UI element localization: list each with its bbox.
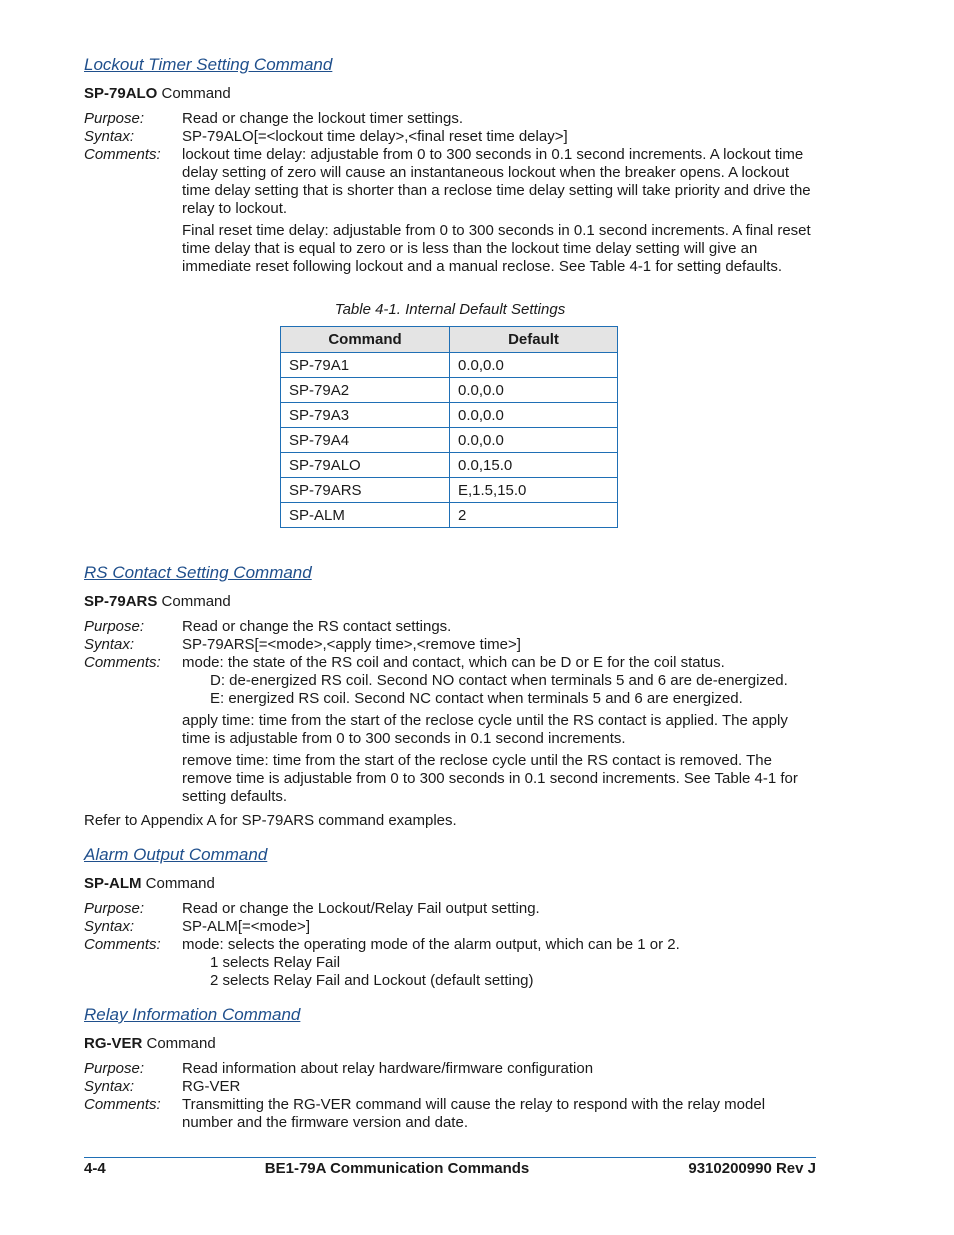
- purpose-row: Purpose: Read or change the Lockout/Relay Fail output setting.: [84, 900, 816, 918]
- syntax-label: Syntax: [84, 1078, 130, 1095]
- remove-time-paragraph: remove time: time from the start of the reclose cycle until the RS contact is removed. The remove time is adjustable from 0 to 300 seconds in 0.1 second increments. See Table 4-1 for setting defaults.: [182, 752, 798, 805]
- comments-paragraph: Final reset time delay: adjustable from 0 to 300 seconds in 0.1 second increments. A final reset time delay that is equal to zero or is less than the lockout time delay setting will give an immediate reset following lockout and a manual reclose. See Table 4-1 for setting defaults.: [182, 222, 811, 275]
- cell-default: 0.0,0.0: [450, 428, 618, 453]
- footer-divider: [84, 1157, 816, 1158]
- cmd-title-relay: [84, 1034, 816, 1054]
- purpose-text: Read or change the RS contact settings.: [182, 618, 452, 635]
- section-alarm: [84, 844, 816, 990]
- section-lockout: [84, 54, 816, 276]
- cmd-title-rs: [84, 592, 816, 612]
- purpose-label: Purpose: [84, 900, 140, 917]
- col-header-command: Command: [281, 327, 450, 353]
- heading-alarm: Alarm Output Command: [84, 845, 268, 864]
- comments-text: lockout time delay: adjustable from 0 to 300 seconds in 0.1 second increments. A lockout time delay setting of zero will cause an instantaneous lockout when the breaker opens. A lockout time delay setting that is shorter than a reclose time delay setting will take priority and drive the relay to lockout.: [182, 146, 811, 217]
- purpose-row: Purpose: Read information about relay hardware/firmware configuration: [84, 1060, 816, 1078]
- syntax-label: Syntax: [84, 636, 130, 653]
- defaults-table: [280, 326, 618, 528]
- purpose-row: Purpose: Read or change the RS contact settings.: [84, 618, 816, 636]
- syntax-label: Syntax: [84, 128, 130, 145]
- comments-row: Comments: Transmitting the RG-VER command will cause the relay to respond with the relay model number and the firmware version and date.: [84, 1096, 816, 1132]
- cell-default: E,1.5,15.0: [450, 478, 618, 503]
- syntax-row: Syntax: SP-ALM[=<mode>]: [84, 918, 816, 936]
- cmd-name: SP-79ALO: [84, 85, 158, 102]
- cmd-name: SP-ALM: [84, 875, 142, 892]
- table-row: [281, 503, 618, 528]
- syntax-text: SP-79ALO[=<lockout time delay>,<final reset time delay>]: [182, 128, 568, 145]
- cmd-name: SP-79ARS: [84, 593, 158, 610]
- purpose-label: Purpose: [84, 110, 140, 127]
- alarm-option-2: 2 selects Relay Fail and Lockout (default setting): [210, 972, 534, 989]
- footer-doc-number: 9310200990 Rev J: [688, 1160, 816, 1177]
- purpose-row: Purpose: Read or change the lockout timer settings.: [84, 110, 816, 128]
- cell-command: SP-79ALO: [281, 453, 450, 478]
- syntax-row: Syntax: SP-79ALO[=<lockout time delay>,<final reset time delay>]: [84, 128, 816, 146]
- table-header-row: [281, 327, 618, 353]
- cell-command: SP-79A4: [281, 428, 450, 453]
- table-row: [281, 478, 618, 503]
- purpose-label: Purpose: [84, 1060, 140, 1077]
- section-rs: [84, 562, 816, 830]
- syntax-text: RG-VER: [182, 1078, 241, 1095]
- table-row: [281, 353, 618, 378]
- comments-label: Comments: [84, 936, 157, 953]
- cmd-title-alarm: [84, 874, 816, 894]
- syntax-row: Syntax: SP-79ARS[=<mode>,<apply time>,<remove time>]: [84, 636, 816, 654]
- section-relay: [84, 1004, 816, 1132]
- apply-time-paragraph: apply time: time from the start of the reclose cycle until the RS contact is applied. The apply time is adjustable from 0 to 300 seconds in 0.1 second increments.: [182, 712, 788, 747]
- table-row: [281, 453, 618, 478]
- cell-command: SP-79A2: [281, 378, 450, 403]
- comments-text: mode: the state of the RS coil and contact, which can be D or E for the coil status.: [182, 654, 725, 671]
- comments-label: Comments: [84, 1096, 157, 1113]
- heading-lockout: Lockout Timer Setting Command: [84, 55, 333, 74]
- purpose-text: Read or change the lockout timer settings.: [182, 110, 463, 127]
- comments-row: Comments: mode: the state of the RS coil and contact, which can be D or E for the coil status.: [84, 654, 816, 672]
- footer-title: BE1-79A Communication Commands: [264, 1160, 530, 1177]
- comments-label: Comments: [84, 146, 157, 163]
- comments-row: Comments: mode: selects the operating mode of the alarm output, which can be 1 or 2.: [84, 936, 816, 954]
- syntax-label: Syntax: [84, 918, 130, 935]
- mode-d-text: D: de-energized RS coil. Second NO contact when terminals 5 and 6 are de-energized.: [210, 672, 788, 689]
- syntax-row: Syntax: RG-VER: [84, 1078, 816, 1096]
- alarm-option-1: 1 selects Relay Fail: [210, 954, 341, 971]
- cell-command: SP-79A3: [281, 403, 450, 428]
- heading-rs: RS Contact Setting Command: [84, 563, 312, 582]
- cell-command: SP-ALM: [281, 503, 450, 528]
- cell-default: 0.0,15.0: [450, 453, 618, 478]
- purpose-text: Read information about relay hardware/firmware configuration: [182, 1060, 594, 1077]
- cmd-name: RG-VER: [84, 1035, 143, 1052]
- syntax-text: SP-79ARS[=<mode>,<apply time>,<remove time>]: [182, 636, 521, 653]
- col-header-default: Default: [450, 327, 618, 353]
- cell-command: SP-79A1: [281, 353, 450, 378]
- cmd-suffix: Command: [157, 593, 231, 610]
- comments-label: Comments: [84, 654, 157, 671]
- cmd-suffix: Command: [157, 85, 231, 102]
- cmd-title-lockout: [84, 84, 816, 104]
- cmd-suffix: Command: [141, 875, 215, 892]
- table-row: [281, 428, 618, 453]
- table-row: [281, 378, 618, 403]
- table-row: [281, 403, 618, 428]
- cell-default: 2: [450, 503, 618, 528]
- purpose-text: Read or change the Lockout/Relay Fail output setting.: [182, 900, 540, 917]
- mode-e-text: E: energized RS coil. Second NC contact when terminals 5 and 6 are energized.: [210, 690, 743, 707]
- heading-relay: Relay Information Command: [84, 1005, 301, 1024]
- comments-text: mode: selects the operating mode of the alarm output, which can be 1 or 2.: [182, 936, 680, 953]
- syntax-text: SP-ALM[=<mode>]: [182, 918, 310, 935]
- page-footer: [84, 1160, 816, 1178]
- cell-default: 0.0,0.0: [450, 403, 618, 428]
- table-caption: Table 4-1. Internal Default Settings: [334, 301, 566, 318]
- footer-page-number: 4-4: [84, 1160, 106, 1177]
- comments-text: Transmitting the RG-VER command will cause the relay to respond with the relay model number and the firmware version and date.: [182, 1096, 766, 1131]
- cell-default: 0.0,0.0: [450, 353, 618, 378]
- page-content: [84, 54, 816, 1132]
- cell-default: 0.0,0.0: [450, 378, 618, 403]
- cell-command: SP-79ARS: [281, 478, 450, 503]
- refer-text: Refer to Appendix A for SP-79ARS command examples.: [84, 812, 457, 829]
- comments-row: Comments: lockout time delay: adjustable from 0 to 300 seconds in 0.1 second increments. A lockout time delay setting of zero will cause an instantaneous lockout when the breaker opens. A lockout time delay setting that is shorter than a reclose time delay setting will take priority and drive the relay to lockout.: [84, 146, 816, 218]
- purpose-label: Purpose: [84, 618, 140, 635]
- cmd-suffix: Command: [142, 1035, 216, 1052]
